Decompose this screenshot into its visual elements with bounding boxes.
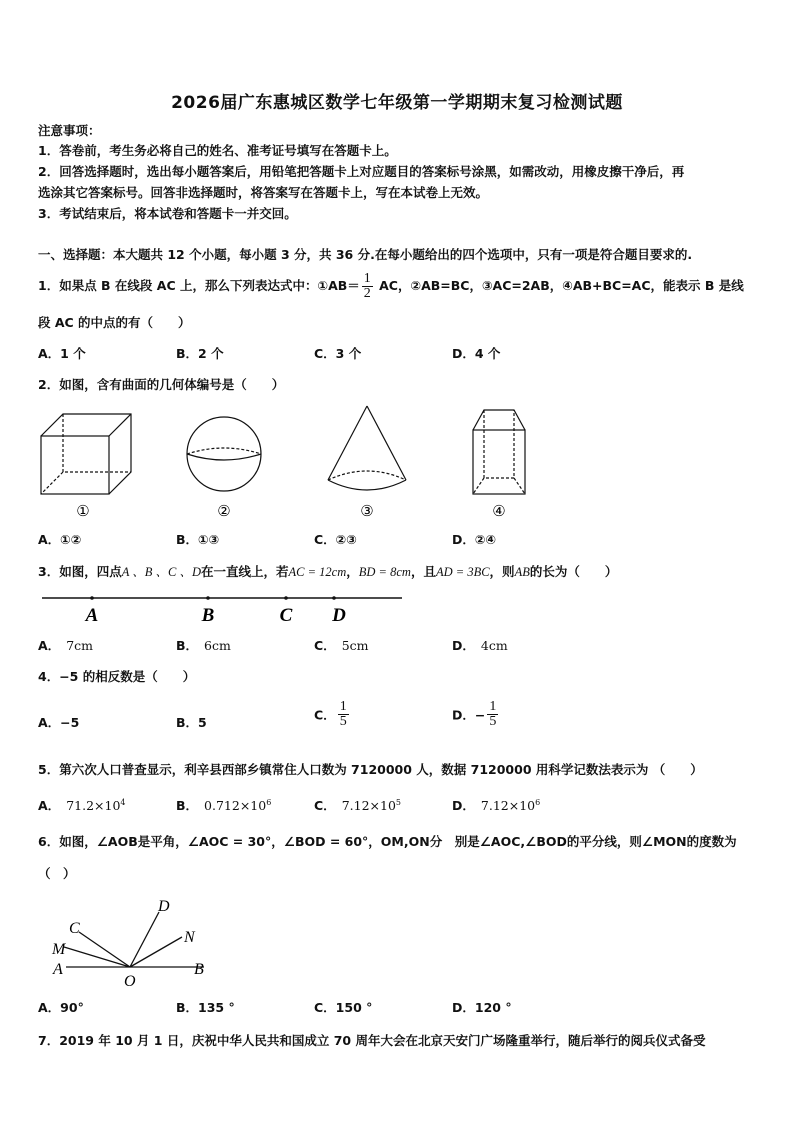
q4-option-c[interactable]: C． $\frac{1}{5}$ — [314, 699, 347, 729]
fraction: $\frac{1}{2}$ — [363, 271, 371, 301]
q6-option-d[interactable]: D．120 ° — [452, 1000, 512, 1015]
point-label-a: A — [85, 605, 99, 624]
question-7-stem: 7．2019 年 10 月 1 日，庆祝中华人民共和国成立 70 周年大会在北京天安门广场隆重举行，随后举行的阅兵仪式备受 — [38, 1033, 706, 1048]
q6-option-c[interactable]: C．150 ° — [314, 1000, 373, 1015]
point-label-c: C — [279, 605, 293, 624]
ray-label-n: N — [184, 929, 195, 946]
q5-option-d[interactable]: D． $7.12\times 10^6$ — [452, 797, 541, 813]
q4-option-d[interactable]: D．− $\frac{1}{5}$ — [452, 699, 497, 729]
q6-option-b[interactable]: B．135 ° — [176, 1000, 235, 1015]
q1-option-b[interactable]: B．2 个 — [176, 346, 224, 361]
q2-option-c[interactable]: C．②③ — [314, 532, 357, 547]
solid-label: ① — [76, 504, 90, 520]
question-1-stem-line2: 段 AC 的中点的有（ ） — [38, 315, 191, 330]
question-6-stem: 6．如图，∠AOB是平角，∠AOC = 30°，∠BOD = 60°，OM,ON分 别是∠AOC,∠BOD的平分线，则∠MON的度数为 — [38, 834, 737, 849]
notice-heading: 注意事项： — [38, 123, 101, 138]
question-5-stem: 5．第六次人口普查显示，利辛县西部乡镇常住人口数为 7120000 人，数据 7120000 用科学记数法表示为 （ ） — [38, 762, 703, 777]
notice-item: 3．考试结束后，将本试卷和答题卡一并交回。 — [38, 206, 297, 221]
vertex-label-o: O — [124, 973, 136, 990]
cone-figure — [328, 406, 406, 490]
q1-option-a[interactable]: A．1 个 — [38, 346, 86, 361]
q3-option-c[interactable]: C． 5cm — [314, 638, 369, 653]
solid-label: ② — [217, 504, 231, 520]
q3-option-a[interactable]: A． 7cm — [38, 638, 93, 653]
q2-option-d[interactable]: D．②④ — [452, 532, 497, 547]
q1-option-d[interactable]: D．4 个 — [452, 346, 501, 361]
q4-option-b[interactable]: B．5 — [176, 715, 207, 730]
q5-option-c[interactable]: C． $7.12\times 10^5$ — [314, 797, 401, 813]
prism-figure — [473, 410, 525, 494]
ray-label-d: D — [158, 898, 170, 915]
q3-option-b[interactable]: B． 6cm — [176, 638, 231, 653]
q3-option-d[interactable]: D． 4cm — [452, 638, 508, 653]
question-4-stem: 4．−5 的相反数是（ ） — [38, 669, 196, 684]
ray-label-m: M — [52, 941, 66, 958]
question-6-paren: （ ） — [38, 866, 76, 881]
page-title: 2026届广东惠城区数学七年级第一学期期末复习检测试题 — [171, 93, 623, 113]
notice-item: 1．答卷前，考生务必将自己的姓名、准考证号填写在答题卡上。 — [38, 143, 397, 158]
q4-option-a[interactable]: A．−5 — [38, 715, 80, 730]
notice-item: 2．回答选择题时，选出每小题答案后，用铅笔把答题卡上对应题目的答案标号涂黑，如需改动，用橡皮擦干净后，再 — [38, 164, 685, 179]
section-heading: 一、选择题：本大题共 12 个小题，每小题 3 分，共 36 分.在每小题给出的四个选项中，只有一项是符合题目要求的. — [38, 247, 693, 262]
point-label-d: D — [332, 605, 346, 624]
q5-option-b[interactable]: B． $0.712\times 10^6$ — [176, 797, 272, 813]
ray-label-a: A — [53, 961, 63, 978]
question-2-stem: 2．如图，含有曲面的几何体编号是（ ） — [38, 377, 285, 392]
line-points-figure — [36, 588, 406, 624]
solid-label: ③ — [360, 504, 374, 520]
q2-option-b[interactable]: B．①③ — [176, 532, 220, 547]
angle-figure — [44, 892, 224, 992]
point-label-b: B — [201, 605, 215, 624]
solids-figure — [30, 400, 550, 522]
q5-option-a[interactable]: A． $71.2\times 10^4$ — [38, 797, 126, 813]
ray-label-b: B — [194, 961, 204, 978]
sphere-figure — [187, 417, 261, 491]
ray-label-c: C — [69, 920, 80, 937]
cube-figure — [41, 414, 131, 494]
q2-option-a[interactable]: A．①② — [38, 532, 82, 547]
notice-item: 选涂其它答案标号。回答非选择题时，将答案写在答题卡上，写在本试卷上无效。 — [38, 185, 489, 200]
q1-option-c[interactable]: C．3 个 — [314, 346, 362, 361]
question-1-stem: 1．如果点 B 在线段 AC 上，那么下列表达式中：①AB＝ $\frac{1}{2}$ AC，②AB=BC，③AC=2AB，④AB+BC=AC，能表示 B 是线 — [38, 271, 744, 301]
question-3-stem: 3．如图，四点A 、B 、C 、D在一直线上，若AC = 12cm，BD = 8cm，且AD = 3BC，则AB的长为（ ） — [38, 564, 618, 579]
q6-option-a[interactable]: A．90° — [38, 1000, 84, 1015]
solid-label: ④ — [492, 504, 506, 520]
